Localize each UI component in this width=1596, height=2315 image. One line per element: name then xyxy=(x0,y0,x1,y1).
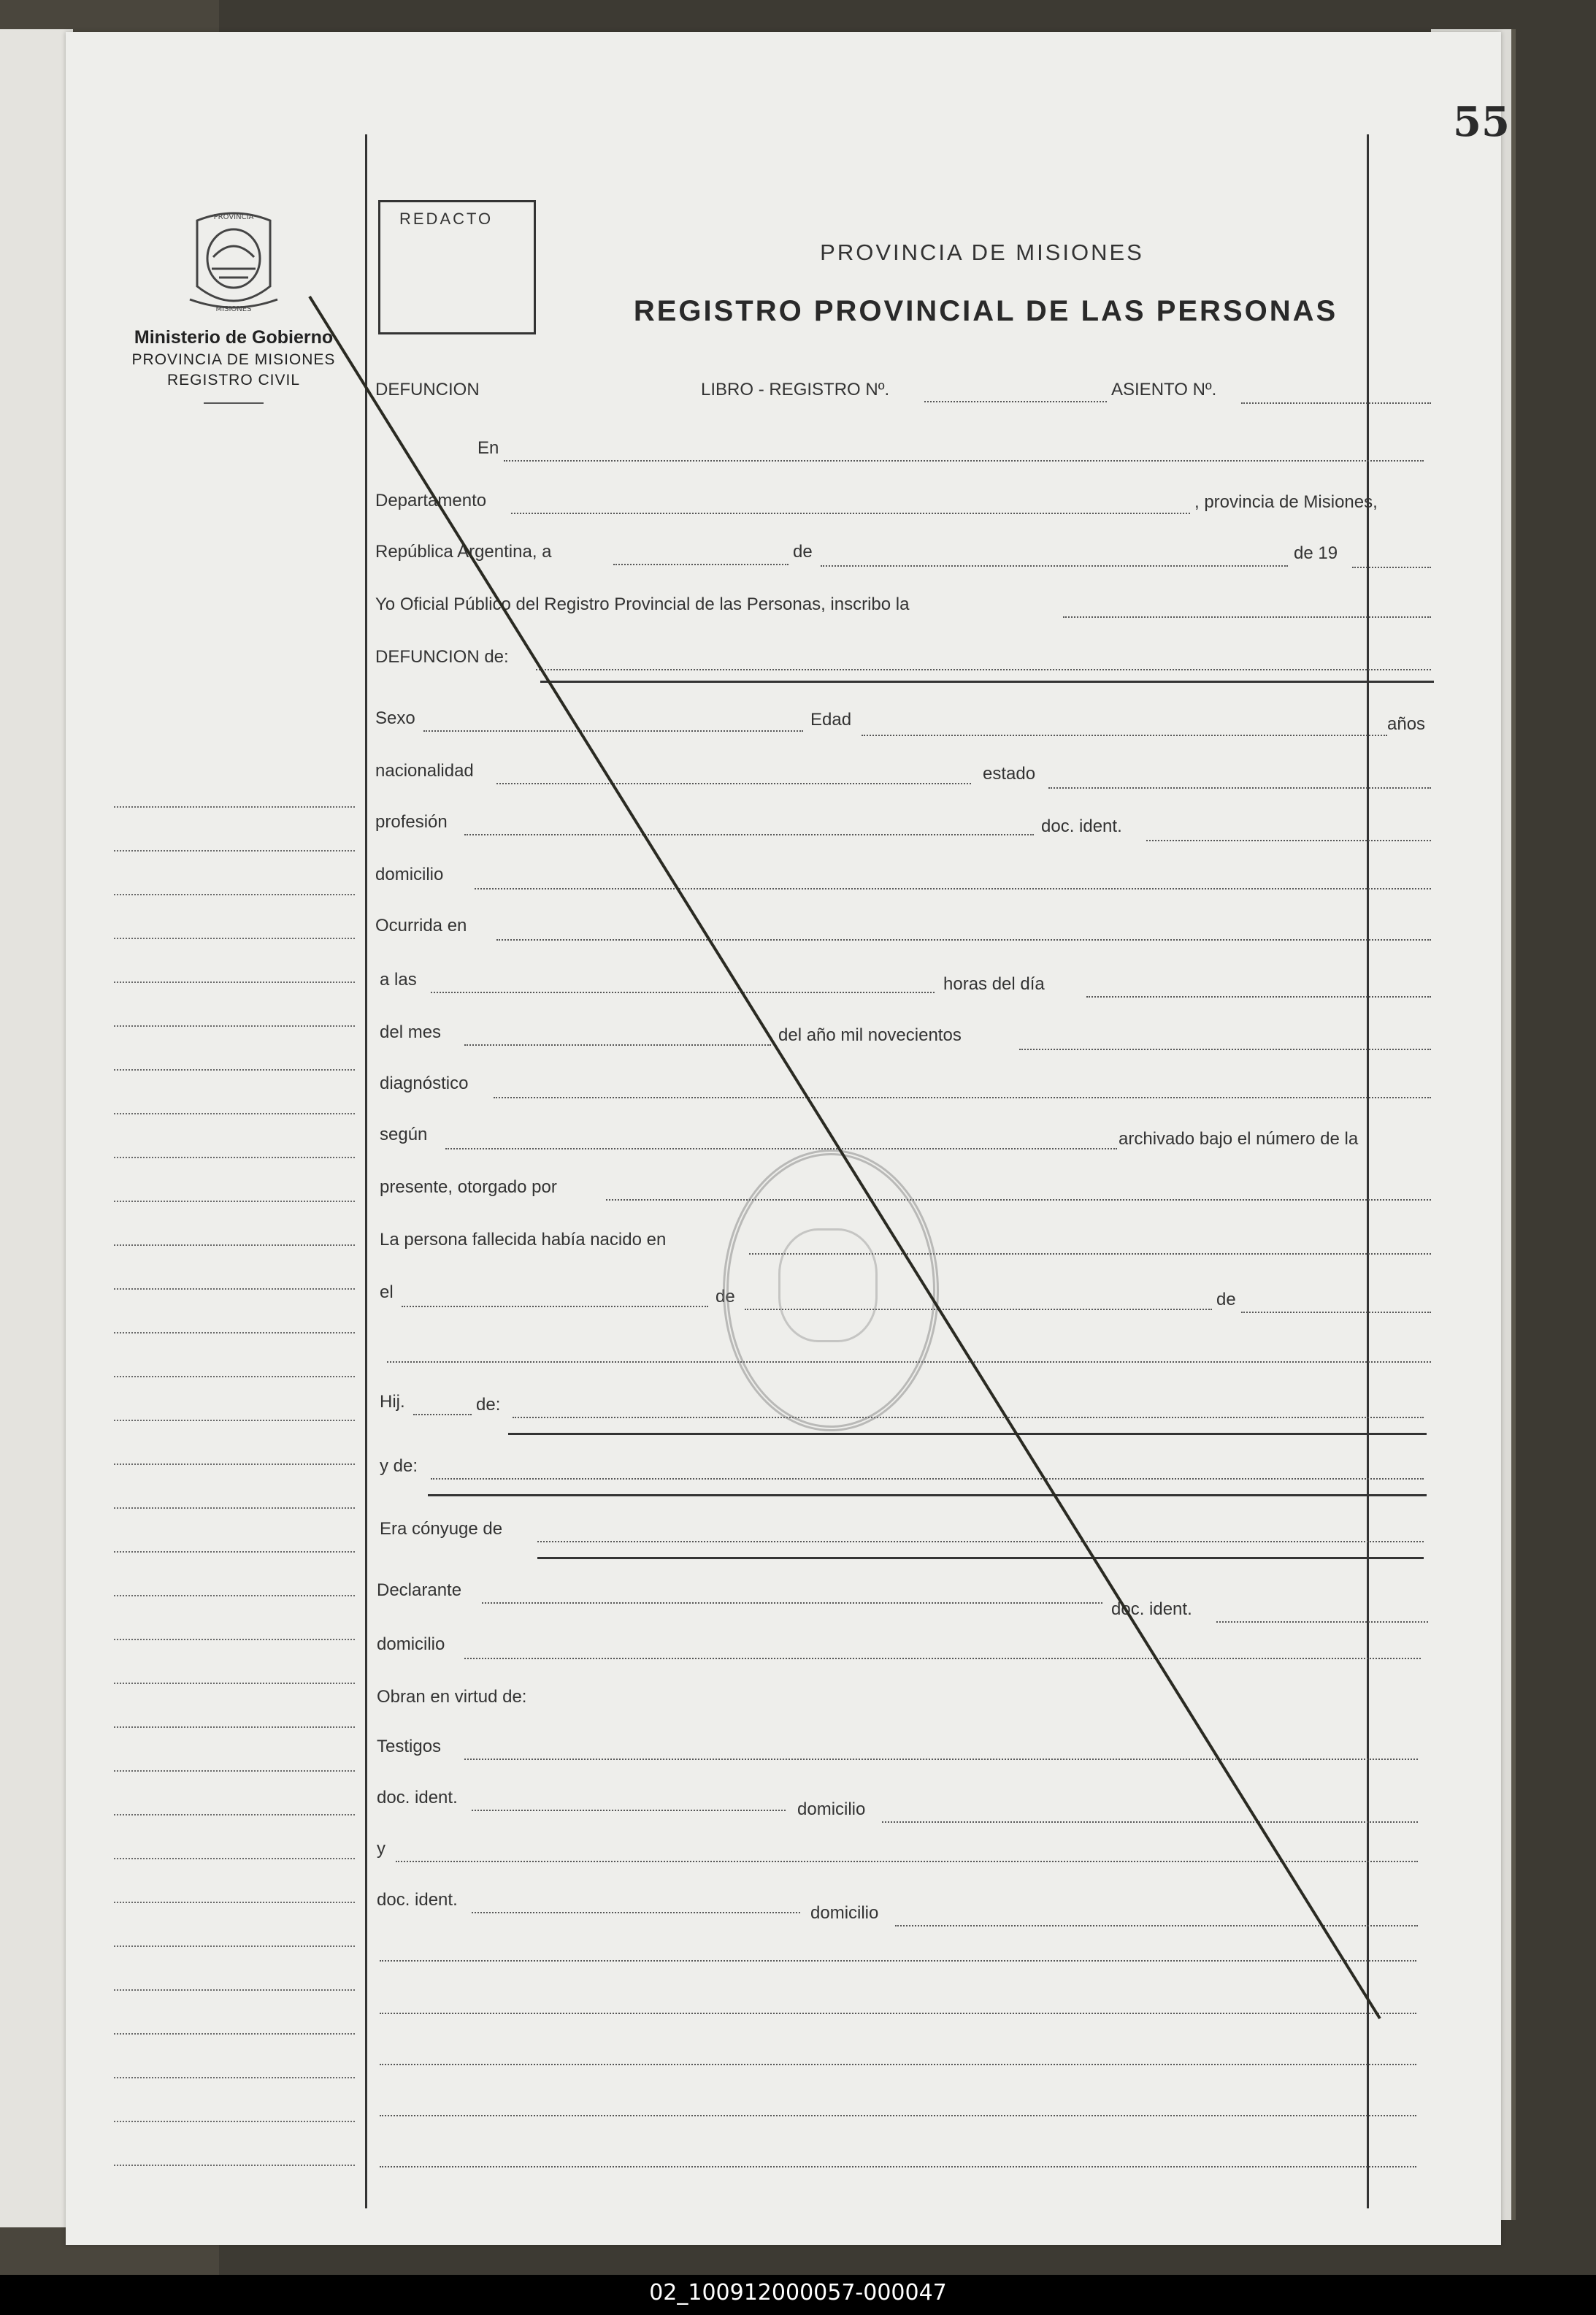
anos-label: años xyxy=(1387,714,1426,734)
register-page xyxy=(66,32,1510,2245)
de-label-3: de xyxy=(1216,1290,1236,1309)
page-number: 55 xyxy=(1453,98,1510,146)
seal-bottom-text: MISIONES xyxy=(215,305,252,313)
registry-title: REGISTRO PROVINCIAL DE LAS PERSONAS xyxy=(633,295,1338,327)
ministry-registry: REGISTRO CIVIL xyxy=(166,372,301,389)
testigos-label: Testigos xyxy=(377,1737,442,1756)
asiento-label: ASIENTO Nº. xyxy=(1111,380,1217,399)
presente-label: presente, otorgado por xyxy=(380,1177,557,1197)
profesion-label: profesión xyxy=(375,812,448,832)
de-label-2: de xyxy=(715,1287,735,1306)
defuncion-header: DEFUNCION xyxy=(375,380,480,399)
de-label-1: de xyxy=(793,542,813,562)
doc-ident-label: doc. ident. xyxy=(1041,816,1122,836)
province-title: PROVINCIA DE MISIONES xyxy=(820,240,1144,265)
persona-nacido-label: La persona fallecida había nacido en xyxy=(380,1230,667,1250)
a-las-label: a las xyxy=(380,970,417,990)
provincia-label: , provincia de Misiones, xyxy=(1194,492,1378,512)
del-ano-label: del año mil novecientos xyxy=(778,1025,962,1045)
sexo-label: Sexo xyxy=(375,708,415,728)
diagnostico-label: diagnóstico xyxy=(380,1074,469,1093)
el-label: el xyxy=(380,1282,394,1302)
nacionalidad-label: nacionalidad xyxy=(375,761,474,781)
horas-del-dia-label: horas del día xyxy=(943,974,1045,994)
libro-label: LIBRO - REGISTRO Nº. xyxy=(701,380,890,399)
ocurrida-label: Ocurrida en xyxy=(375,916,467,935)
testigo1-doc-label: doc. ident. xyxy=(377,1788,458,1807)
testigo2-domicilio-label: domicilio xyxy=(810,1903,879,1923)
ministry-province: PROVINCIA DE MISIONES xyxy=(131,351,336,368)
obran-label: Obran en virtud de: xyxy=(377,1687,527,1707)
declarante-doc-label: doc. ident. xyxy=(1111,1599,1192,1619)
cancellation-stroke xyxy=(66,32,1501,2245)
ministry-name: Ministerio de Gobierno xyxy=(134,327,334,348)
testigo1-domicilio-label: domicilio xyxy=(797,1799,866,1819)
segun-label: según xyxy=(380,1125,428,1144)
edad-label: Edad xyxy=(810,710,852,730)
yo-oficial-label: Yo Oficial Público del Registro Provincial de las Personas, inscribo la xyxy=(375,594,910,614)
archivado-label: archivado bajo el número de la xyxy=(1119,1129,1359,1149)
declarante-domicilio-label: domicilio xyxy=(377,1634,445,1654)
conyuge-label: Era cónyuge de xyxy=(380,1519,503,1539)
defuncion-de-label: DEFUNCION de: xyxy=(375,647,509,667)
domicilio-label: domicilio xyxy=(375,865,444,884)
y-label: y xyxy=(377,1839,385,1859)
de19-label: de 19 xyxy=(1294,543,1338,563)
estado-label: estado xyxy=(983,764,1036,784)
declarante-label: Declarante xyxy=(377,1580,462,1600)
redacto-label: REDACTO xyxy=(399,210,494,228)
departamento-label: Departamento xyxy=(375,491,487,510)
testigo2-doc-label: doc. ident. xyxy=(377,1890,458,1910)
left-page-edge xyxy=(0,29,73,2227)
y-de-label: y de: xyxy=(380,1456,418,1476)
del-mes-label: del mes xyxy=(380,1022,442,1042)
document-id: 02_100912000057-000047 xyxy=(649,2280,947,2306)
hij-de-label: de: xyxy=(476,1395,501,1415)
hij-label: Hij. xyxy=(380,1392,405,1412)
seal-top-text: PROVINCIA xyxy=(213,213,254,221)
republica-label: República Argentina, a xyxy=(375,542,552,562)
en-label: En xyxy=(477,438,499,458)
